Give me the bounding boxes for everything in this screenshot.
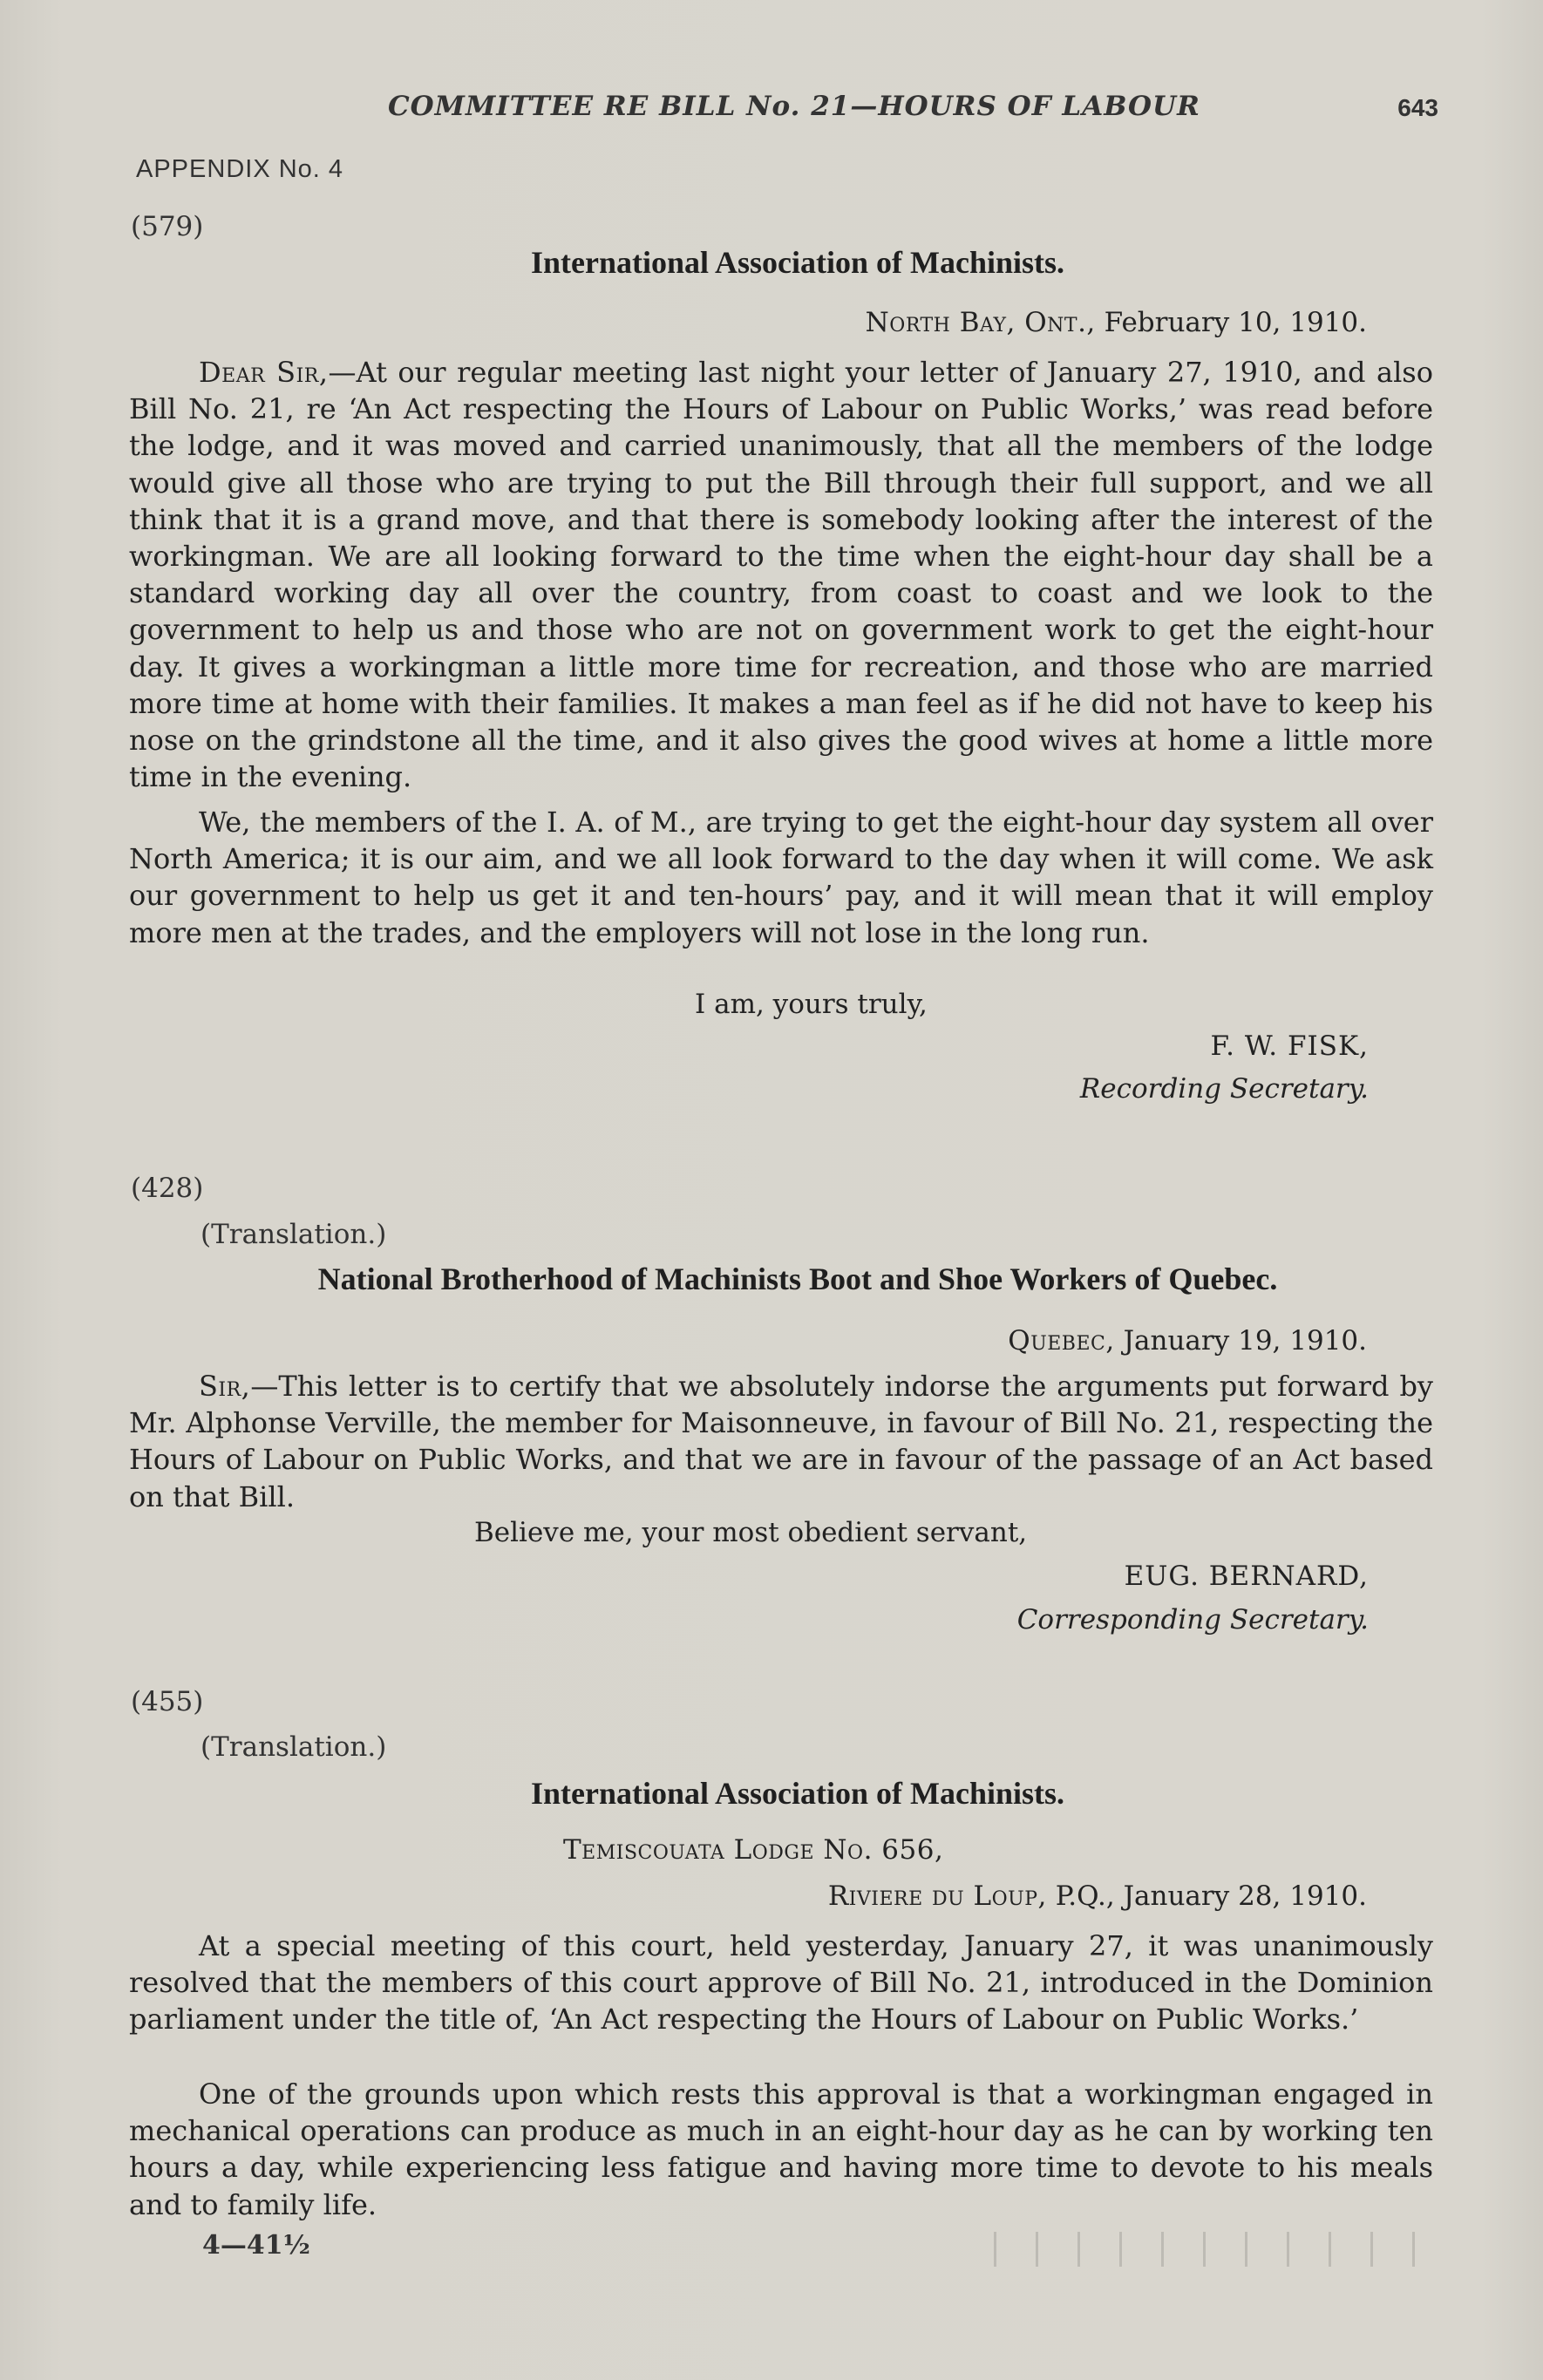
letter2-para1-text: —This letter is to certify that we absolutely indorse the arguments put forward by Mr. Alphonse Verville, the member for Maisonneuve, in favour of Bill No. 21, respecting the Hours of Labour on Public Works, and that we are in favour of the passage of an Act based on that Bill. <box>129 1370 1433 1513</box>
letter2-role: Corresponding Secretary. <box>1016 1604 1369 1635</box>
letter3-paragraph-1 <box>129 1928 1433 2038</box>
letter1-heading: International Association of Machinists. <box>530 245 1065 280</box>
letter1-number: (579) <box>131 211 204 242</box>
letter3-para1-text: At a special meeting of this court, held yesterday, January 27, it was unanimously resolved that the members of this court approve of Bill No. 21, introduced in the Dominion parliament under the title of, ‘An Act respecting the Hours of Labour on Public Works.’ <box>129 1929 1433 2037</box>
letter1-para1-text: —At our regular meeting last night your letter of January 27, 1910, and also Bill No. 21, re ‘An Act respecting the Hours of Labour on Public Works,’ was read before the lodge, and it was moved and carried unanimously, that all the members of the lodge would give all those who are trying to put the Bill through their full support, and we all think that it is a grand move, and that there is somebody looking after the interest of the workingman. We are all looking forward to the time when the eight-hour day shall be a standard working day all over the country, from coast to coast and we look to the government to help us and those who are not on government work to get the eight-hour day. It gives a workingman a little more time for recreation, and those who are married more time at home with their families. It makes a man feel as if he did not have to keep his nose on the grindstone all the time, and it also gives the good wives at home a little more time in the evening. <box>129 356 1433 794</box>
letter1-dateline <box>866 307 1367 338</box>
letter2-closing: Believe me, your most obedient servant, <box>474 1517 1028 1548</box>
signature-mark: 4—41½ <box>202 2230 310 2261</box>
running-title: COMMITTEE RE BILL No. 21—HOURS OF LABOUR <box>388 91 1200 122</box>
letter1-signature: F. W. FISK, <box>1210 1030 1369 1062</box>
letter1-salutation: Dear Sir, <box>199 356 329 389</box>
letter3-para2-text: One of the grounds upon which rests this approval is that a workingman engaged in mechanical operations can produce as much in an eight-hour day as he can by working ten hours a day, while experiencing less fatigue and having more time to devote to his meals and to family life. <box>129 2077 1433 2221</box>
letter2-dateline <box>1008 1325 1367 1357</box>
letter2-translation-note: (Translation.) <box>201 1219 387 1250</box>
letter2-paragraph-1 <box>129 1368 1433 1515</box>
letter1-paragraph-1 <box>129 354 1433 795</box>
letter2-heading: National Brotherhood of Machinists Boot and Shoe Workers of Quebec. <box>317 1261 1278 1296</box>
letter3-place: Riviere du Loup, <box>827 1880 1047 1912</box>
letter3-heading: International Association of Machinists. <box>530 1776 1065 1811</box>
letter2-salutation: Sir, <box>199 1370 251 1403</box>
letter1-place: North Bay, Ont., <box>865 307 1096 338</box>
letter3-date: P.Q., January 28, 1910. <box>1046 1880 1367 1912</box>
page-number: 643 <box>1397 94 1438 121</box>
letter1-role: Recording Secretary. <box>1079 1073 1369 1105</box>
letter3-translation-note: (Translation.) <box>201 1731 387 1763</box>
letter2-date: January 19, 1910. <box>1114 1325 1367 1357</box>
running-head <box>131 91 1438 129</box>
letter3-number: (455) <box>131 1686 204 1717</box>
letter2-signature: EUG. BERNARD, <box>1124 1561 1369 1592</box>
appendix-label: APPENDIX No. 4 <box>136 155 344 183</box>
letter1-closing: I am, yours truly, <box>695 989 928 1020</box>
letter2-place: Quebec, <box>1008 1325 1115 1357</box>
letter1-para2-text: We, the members of the I. A. of M., are trying to get the eight-hour day system all over North America; it is our aim, and we all look forward to the day when it will come. We ask our government to help us get it and ten-hours’ pay, and it will mean that it will employ more men at the trades, and the employers will not lose in the long run. <box>129 806 1433 949</box>
letter3-dateline <box>828 1880 1367 1912</box>
letter2-number: (428) <box>131 1173 204 1204</box>
letter1-paragraph-2 <box>129 804 1433 951</box>
letter1-date: February 10, 1910. <box>1095 307 1367 338</box>
letter3-paragraph-2 <box>129 2076 1433 2223</box>
show-through-marks <box>976 2232 1438 2267</box>
letter3-lodge: Temiscouata Lodge No. 656, <box>563 1834 944 1866</box>
